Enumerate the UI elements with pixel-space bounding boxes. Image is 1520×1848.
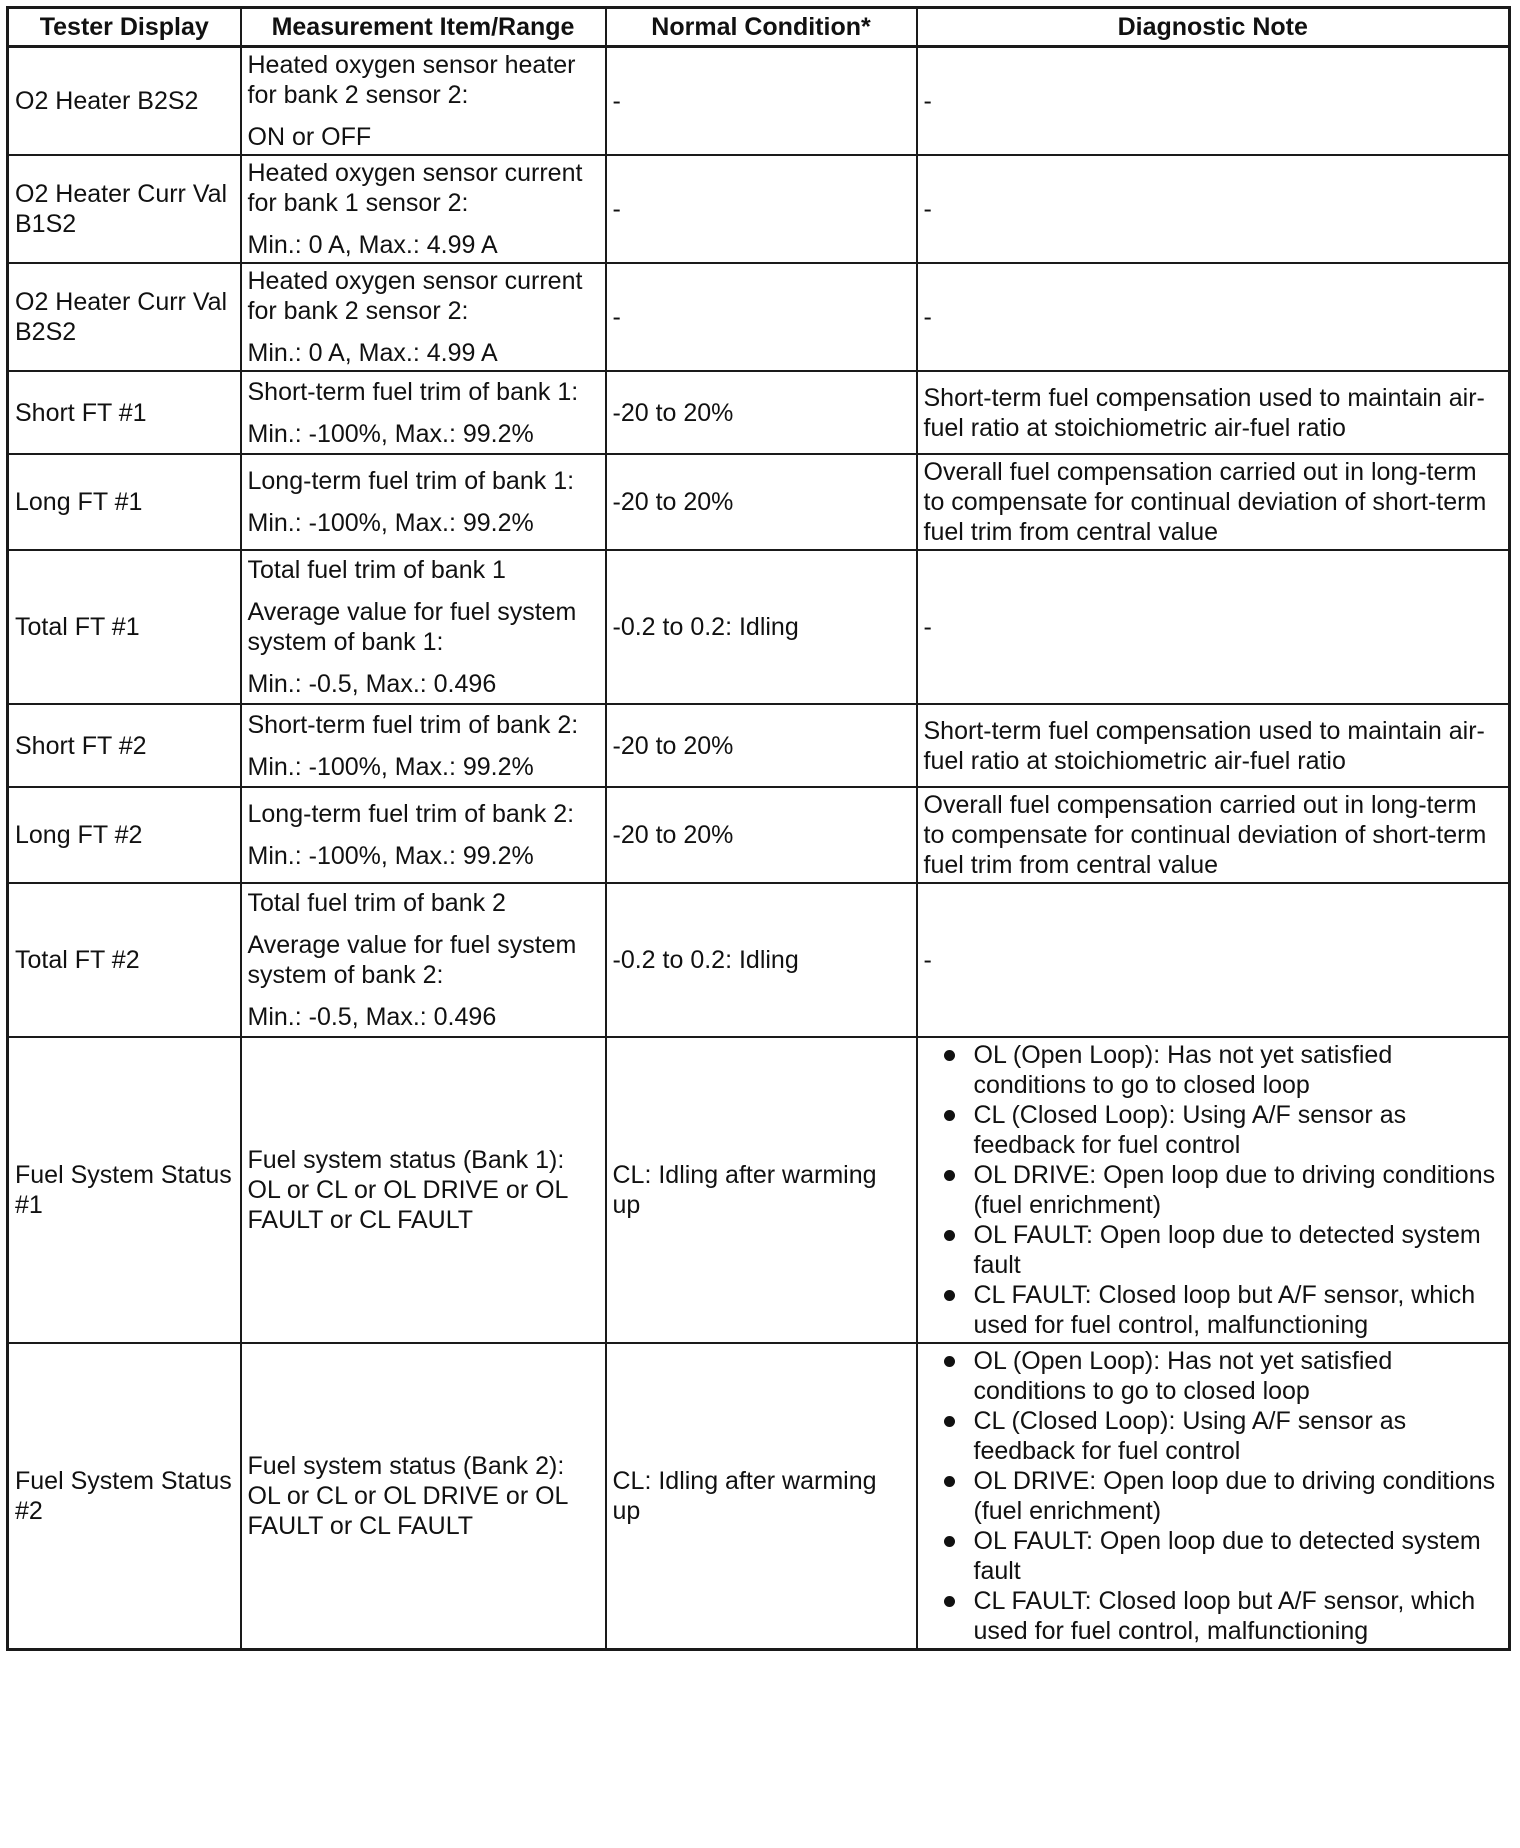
table-row (8, 47, 1510, 156)
measurement-line: Min.: -100%, Max.: 99.2% (247, 419, 534, 448)
list-item (924, 1160, 1503, 1220)
measurement-line: Heated oxygen sensor heater for bank 2 sensor 2: (247, 51, 576, 109)
bullet-icon (944, 1050, 955, 1061)
list-item-text: OL FAULT: Open loop due to detected system fault (973, 1527, 1481, 1585)
cell-tester-display: Total FT #1 (8, 550, 241, 704)
list-item (924, 1220, 1503, 1280)
measurement-line: ON or OFF (247, 123, 372, 151)
list-item-text: OL FAULT: Open loop due to detected system fault (973, 1221, 1481, 1279)
bullet-icon (944, 1170, 955, 1181)
list-item-text: OL DRIVE: Open loop due to driving conditions (fuel enrichment) (973, 1161, 1496, 1219)
cell-measurement-item (241, 550, 606, 704)
bullet-icon (944, 1596, 955, 1607)
cell-measurement-item (241, 1037, 606, 1343)
measurement-line: Total fuel trim of bank 2 (247, 889, 506, 917)
header-row (8, 8, 1510, 47)
measurement-line: Min.: -100%, Max.: 99.2% (247, 509, 534, 537)
cell-normal-condition: -20 to 20% (606, 371, 917, 454)
cell-measurement-item (241, 787, 606, 883)
cell-normal-condition: -0.2 to 0.2: Idling (606, 883, 917, 1037)
table-body (8, 47, 1510, 1650)
cell-measurement-item (241, 155, 606, 263)
cell-diagnostic-note: - (917, 155, 1510, 263)
measurement-line: Heated oxygen sensor current for bank 1 sensor 2: (247, 159, 583, 217)
cell-diagnostic-note (917, 1037, 1510, 1343)
cell-tester-display: Short FT #2 (8, 704, 241, 787)
bullet-icon (944, 1476, 955, 1487)
cell-diagnostic-note: - (917, 47, 1510, 156)
list-item (924, 1586, 1503, 1646)
table-row (8, 263, 1510, 371)
cell-measurement-item (241, 263, 606, 371)
cell-tester-display: Long FT #2 (8, 787, 241, 883)
cell-normal-condition: - (606, 47, 917, 156)
table-row (8, 1343, 1510, 1650)
list-item-text: CL FAULT: Closed loop but A/F sensor, which used for fuel control, malfunctioning (973, 1587, 1476, 1645)
measurement-line: Min.: -100%, Max.: 99.2% (247, 842, 534, 870)
measurement-line: Fuel system status (Bank 1): OL or CL or OL DRIVE or OL FAULT or CL FAULT (247, 1146, 568, 1234)
measurement-line: Short-term fuel trim of bank 2: (247, 710, 579, 739)
cell-diagnostic-note: Overall fuel compensation carried out in long-term to compensate for continual deviation of short-term fuel trim from central value (917, 454, 1510, 550)
measurement-line: Min.: -100%, Max.: 99.2% (247, 752, 534, 781)
measurement-line: Average value for fuel system system of bank 2: (247, 931, 577, 989)
cell-tester-display: O2 Heater B2S2 (8, 47, 241, 156)
table-header (8, 8, 1510, 47)
table-row (8, 704, 1510, 787)
list-item-text: CL FAULT: Closed loop but A/F sensor, which used for fuel control, malfunctioning (973, 1281, 1476, 1339)
list-item (924, 1040, 1503, 1100)
table-row (8, 883, 1510, 1037)
cell-tester-display: O2 Heater Curr Val B1S2 (8, 155, 241, 263)
cell-normal-condition: -20 to 20% (606, 454, 917, 550)
cell-measurement-item (241, 454, 606, 550)
cell-normal-condition: - (606, 263, 917, 371)
data-list-table (6, 6, 1511, 1651)
cell-diagnostic-note: Short-term fuel compensation used to maintain air-fuel ratio at stoichiometric air-fuel ratio (917, 371, 1510, 454)
cell-tester-display: Long FT #1 (8, 454, 241, 550)
diagnostic-note-list (924, 1346, 1503, 1646)
cell-tester-display: Total FT #2 (8, 883, 241, 1037)
header-normal-condition: Normal Condition* (606, 8, 917, 47)
measurement-line: Long-term fuel trim of bank 2: (247, 800, 575, 828)
table-row (8, 155, 1510, 263)
table-row (8, 1037, 1510, 1343)
measurement-line: Min.: -0.5, Max.: 0.496 (247, 670, 497, 698)
list-item (924, 1346, 1503, 1406)
list-item-text: CL (Closed Loop): Using A/F sensor as feedback for fuel control (973, 1101, 1407, 1159)
cell-normal-condition: CL: Idling after warming up (606, 1343, 917, 1650)
measurement-line: Average value for fuel system system of bank 1: (247, 598, 577, 656)
cell-normal-condition: - (606, 155, 917, 263)
bullet-icon (944, 1230, 955, 1241)
cell-tester-display: Fuel System Status #2 (8, 1343, 241, 1650)
bullet-icon (944, 1356, 955, 1367)
header-measurement-item: Measurement Item/Range (241, 8, 606, 47)
measurement-line: Min.: 0 A, Max.: 4.99 A (247, 231, 498, 259)
cell-tester-display: Fuel System Status #1 (8, 1037, 241, 1343)
measurement-line: Total fuel trim of bank 1 (247, 556, 506, 584)
list-item-text: OL (Open Loop): Has not yet satisfied conditions to go to closed loop (973, 1041, 1393, 1099)
document-page (6, 6, 1508, 1651)
bullet-icon (944, 1536, 955, 1547)
measurement-line: Min.: 0 A, Max.: 4.99 A (247, 339, 498, 367)
table-row (8, 371, 1510, 454)
cell-measurement-item (241, 704, 606, 787)
cell-measurement-item (241, 47, 606, 156)
cell-normal-condition: CL: Idling after warming up (606, 1037, 917, 1343)
measurement-line: Fuel system status (Bank 2): OL or CL or OL DRIVE or OL FAULT or CL FAULT (247, 1452, 568, 1540)
list-item (924, 1100, 1503, 1160)
list-item (924, 1466, 1503, 1526)
list-item (924, 1406, 1503, 1466)
list-item-text: CL (Closed Loop): Using A/F sensor as feedback for fuel control (973, 1407, 1407, 1465)
cell-diagnostic-note: - (917, 263, 1510, 371)
table-row (8, 454, 1510, 550)
table-row (8, 550, 1510, 704)
cell-diagnostic-note: - (917, 550, 1510, 704)
cell-normal-condition: -20 to 20% (606, 704, 917, 787)
table-row (8, 787, 1510, 883)
cell-diagnostic-note: Overall fuel compensation carried out in long-term to compensate for continual deviation of short-term fuel trim from central value (917, 787, 1510, 883)
list-item (924, 1280, 1503, 1340)
bullet-icon (944, 1110, 955, 1121)
cell-diagnostic-note: - (917, 883, 1510, 1037)
cell-normal-condition: -20 to 20% (606, 787, 917, 883)
header-diagnostic-note: Diagnostic Note (917, 8, 1510, 47)
measurement-line: Min.: -0.5, Max.: 0.496 (247, 1003, 497, 1031)
header-tester-display: Tester Display (8, 8, 241, 47)
list-item-text: OL DRIVE: Open loop due to driving conditions (fuel enrichment) (973, 1467, 1496, 1525)
bullet-icon (944, 1290, 955, 1301)
measurement-line: Short-term fuel trim of bank 1: (247, 377, 579, 406)
measurement-line: Long-term fuel trim of bank 1: (247, 467, 575, 495)
bullet-icon (944, 1416, 955, 1427)
cell-normal-condition: -0.2 to 0.2: Idling (606, 550, 917, 704)
measurement-line: Heated oxygen sensor current for bank 2 sensor 2: (247, 267, 583, 325)
cell-measurement-item (241, 371, 606, 454)
cell-diagnostic-note (917, 1343, 1510, 1650)
cell-tester-display: O2 Heater Curr Val B2S2 (8, 263, 241, 371)
cell-measurement-item (241, 883, 606, 1037)
cell-diagnostic-note: Short-term fuel compensation used to maintain air-fuel ratio at stoichiometric air-fuel ratio (917, 704, 1510, 787)
cell-measurement-item (241, 1343, 606, 1650)
list-item-text: OL (Open Loop): Has not yet satisfied conditions to go to closed loop (973, 1347, 1393, 1405)
diagnostic-note-list (924, 1040, 1503, 1340)
cell-tester-display: Short FT #1 (8, 371, 241, 454)
list-item (924, 1526, 1503, 1586)
